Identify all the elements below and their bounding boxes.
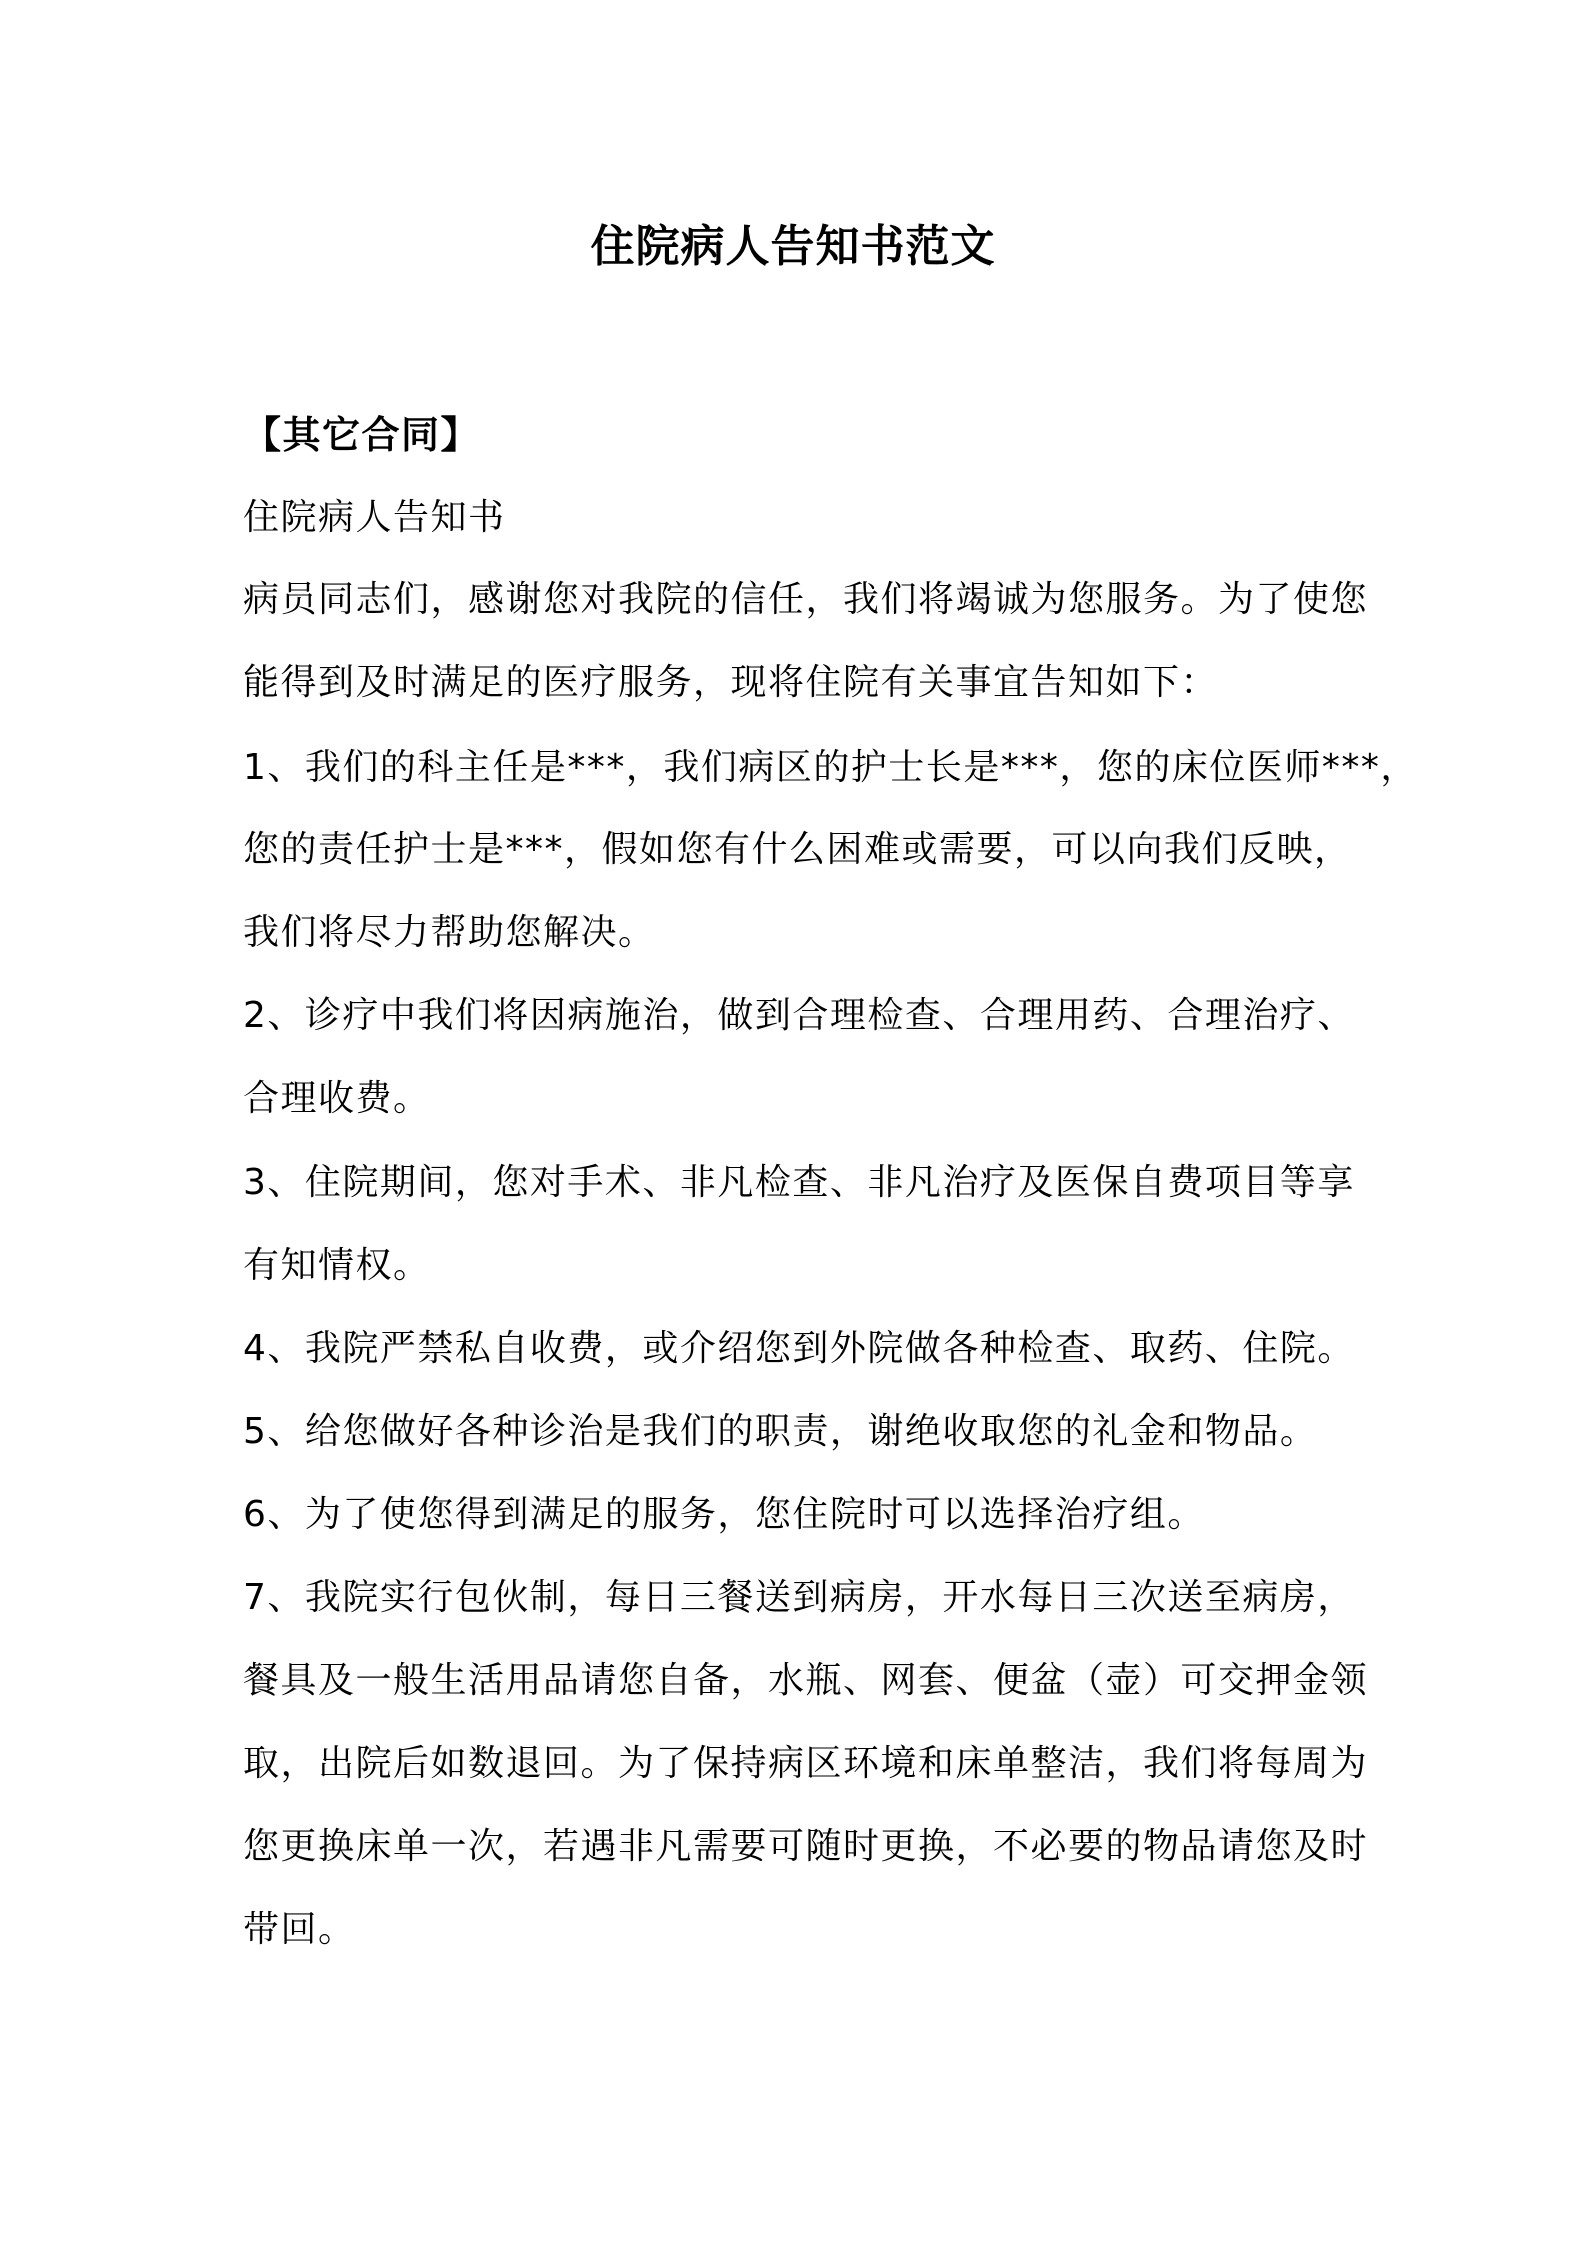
body-line: 带回。 [243,1909,356,1950]
body-line: 合理收费。 [243,1078,431,1119]
body-line: 能得到及时满足的医疗服务，现将住院有关事宜告知如下： [243,662,1219,703]
category-tag: 【其它合同】 [243,413,481,457]
notice-heading: 住院病人告知书 [243,497,506,538]
body-line: 您更换床单一次，若遇非凡需要可随时更换，不必要的物品请您及时 [243,1826,1369,1867]
body-line: 4、我院严禁私自收费，或介绍您到外院做各种检查、取药、住院。 [243,1328,1355,1369]
body-line: 我们将尽力帮助您解决。 [243,912,656,953]
body-line: 3、住院期间，您对手术、非凡检查、非凡治疗及医保自费项目等享 [243,1162,1355,1203]
body-line: 6、为了使您得到满足的服务，您住院时可以选择治疗组。 [243,1494,1205,1535]
body-line: 病员同志们，感谢您对我院的信任，我们将竭诚为您服务。为了使您 [243,579,1369,620]
body-line: 您的责任护士是***，假如您有什么困难或需要，可以向我们反映， [243,829,1352,870]
document-title: 住院病人告知书范文 [590,221,996,272]
body-line: 1、我们的科主任是***，我们病区的护士长是***，您的床位医师***， [243,747,1418,788]
body-line: 2、诊疗中我们将因病施治，做到合理检查、合理用药、合理治疗、 [243,995,1355,1036]
body-line: 有知情权。 [243,1245,431,1286]
body-line: 7、我院实行包伙制，每日三餐送到病房，开水每日三次送至病房， [243,1577,1355,1618]
body-line: 取，出院后如数退回。为了保持病区环境和床单整洁，我们将每周为 [243,1743,1369,1784]
body-line: 5、给您做好各种诊治是我们的职责，谢绝收取您的礼金和物品。 [243,1411,1318,1452]
body-line: 餐具及一般生活用品请您自备，水瓶、网套、便盆（壶）可交押金领 [243,1660,1369,1701]
